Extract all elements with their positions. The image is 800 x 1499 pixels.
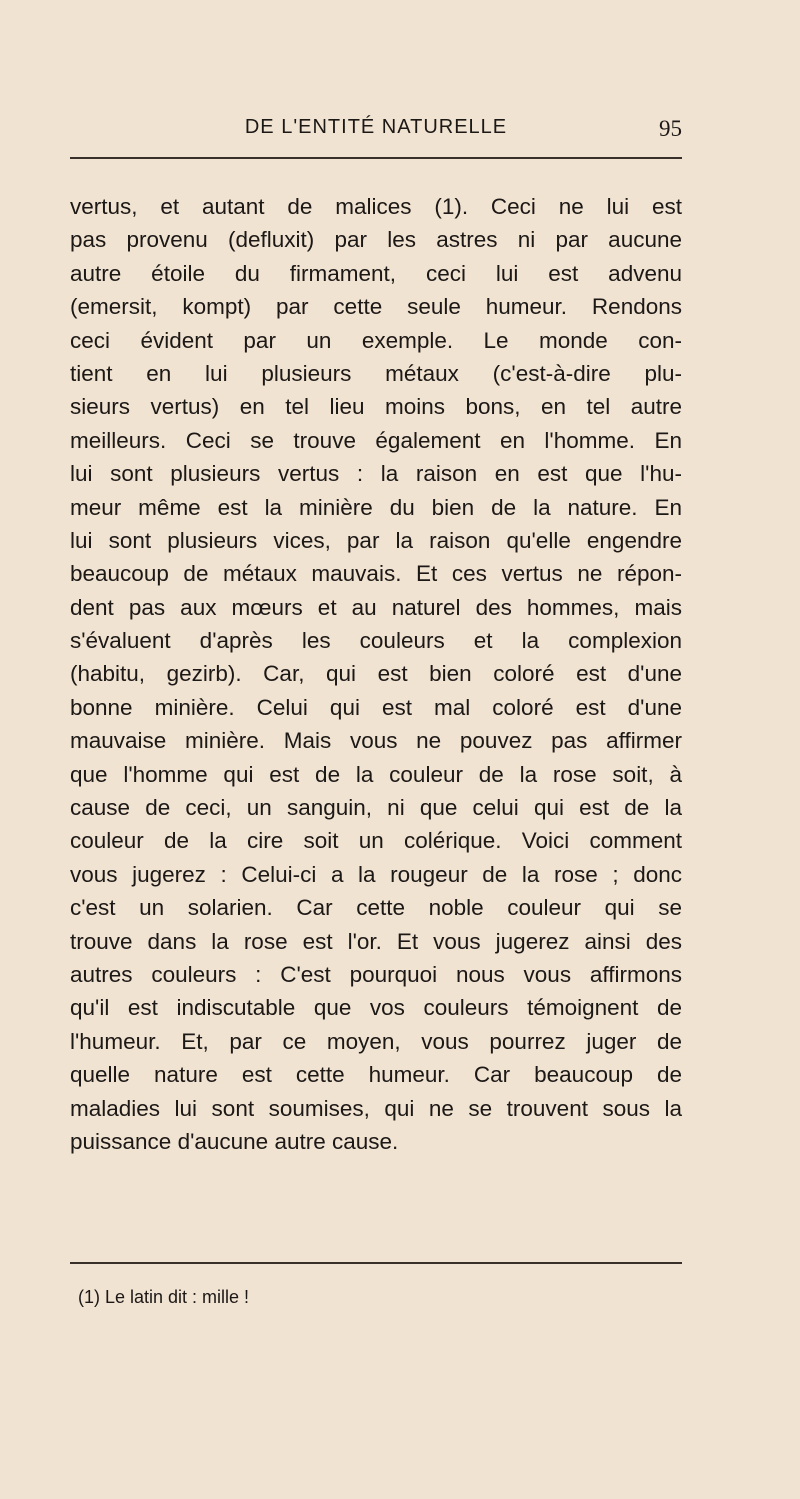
text-line: vertus, et autant de malices (1). Ceci ne lui est bbox=[70, 194, 682, 219]
text-line: qu'il est indiscutable que vos couleurs témoignent de bbox=[70, 995, 682, 1021]
text-line: c'est un solarien. Car cette noble couleur qui se bbox=[70, 895, 682, 921]
text-line: lui sont plusieurs vertus : la raison en est que l'hu- bbox=[70, 461, 682, 487]
text-line: autres couleurs : C'est pourquoi nous vous affirmons bbox=[70, 961, 682, 987]
text-line: dent pas aux mœurs et au naturel des hommes, mais bbox=[70, 594, 682, 620]
text-line: lui sont plusieurs vices, par la raison qu'elle engendre bbox=[70, 527, 682, 553]
footnote-rule bbox=[70, 1262, 682, 1264]
text-line: que l'homme qui est de la couleur de la rose soit, à bbox=[70, 761, 682, 787]
text-line: (emersit, kompt) par cette seule humeur. Rendons bbox=[70, 294, 682, 320]
page-number: 95 bbox=[659, 116, 682, 141]
text-line: quelle nature est cette humeur. Car beaucoup de bbox=[70, 1062, 682, 1088]
text-line: puissance d'aucune autre cause. bbox=[70, 1128, 399, 1154]
text-line: maladies lui sont soumises, qui ne se trouvent sous la bbox=[70, 1095, 682, 1121]
text-line: vous jugerez : Celui-ci a la rougeur de la rose ; donc bbox=[70, 861, 682, 887]
running-head bbox=[70, 116, 682, 146]
text-line: couleur de la cire soit un colérique. Voici comment bbox=[70, 828, 682, 854]
text-line: pas provenu (defluxit) par les astres ni par aucune bbox=[70, 227, 682, 253]
text-line: beaucoup de métaux mauvais. Et ces vertus ne répon- bbox=[70, 561, 682, 587]
body-text bbox=[70, 190, 682, 1158]
text-line: ceci évident par un exemple. Le monde con- bbox=[70, 327, 682, 353]
header-rule bbox=[70, 157, 682, 159]
text-line: tient en lui plusieurs métaux (c'est-à-dire plu- bbox=[70, 360, 682, 386]
text-line: (habitu, gezirb). Car, qui est bien coloré est d'une bbox=[70, 661, 682, 687]
text-line: cause de ceci, un sanguin, ni que celui qui est de la bbox=[70, 795, 682, 821]
text-line: bonne minière. Celui qui est mal coloré est d'une bbox=[70, 694, 682, 720]
text-line: l'humeur. Et, par ce moyen, vous pourrez juger de bbox=[70, 1028, 682, 1054]
text-line: autre étoile du firmament, ceci lui est advenu bbox=[70, 260, 682, 286]
text-line: mauvaise minière. Mais vous ne pouvez pas affirmer bbox=[70, 728, 682, 754]
text-line: trouve dans la rose est l'or. Et vous jugerez ainsi des bbox=[70, 928, 682, 954]
footnote: (1) Le latin dit : mille ! bbox=[78, 1287, 250, 1307]
text-line: sieurs vertus) en tel lieu moins bons, en tel autre bbox=[70, 394, 682, 420]
text-line: meur même est la minière du bien de la nature. En bbox=[70, 494, 682, 520]
text-line: s'évaluent d'après les couleurs et la complexion bbox=[70, 628, 682, 654]
running-title: DE L'ENTITÉ NATURELLE bbox=[244, 116, 508, 138]
text-line: meilleurs. Ceci se trouve également en l'homme. En bbox=[70, 427, 682, 453]
